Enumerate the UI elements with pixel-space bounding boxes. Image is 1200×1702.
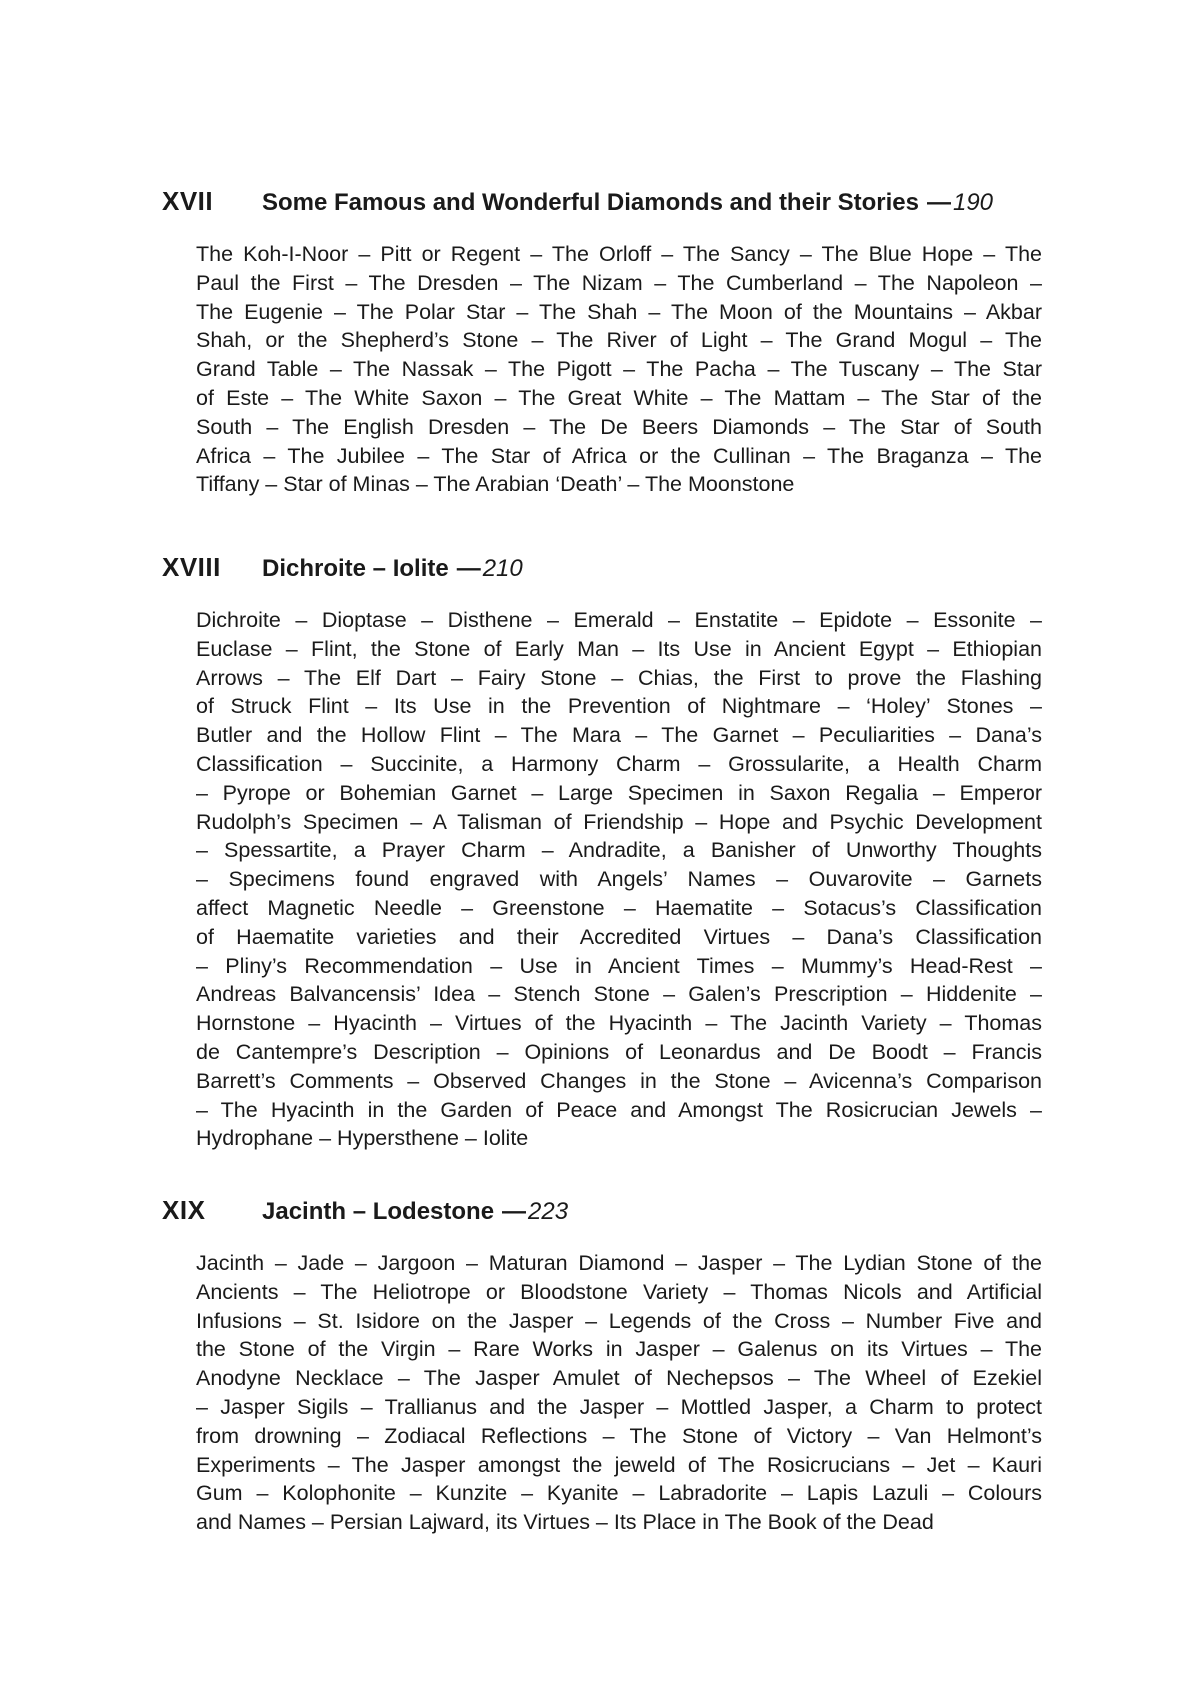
contents-line: Butler and the Hollow Flint – The Mara – The Garnet – Peculiarities – Dana’s bbox=[196, 723, 1042, 748]
contents-line: of Este – The White Saxon – The Great White – The Mattam – The Star of the bbox=[196, 385, 1042, 410]
contents-line: Tiffany – Star of Minas – The Arabian ‘Death’ – The Moonstone bbox=[196, 472, 795, 497]
contents-line: Rudolph’s Specimen – A Talisman of Friendship – Hope and Psychic Development bbox=[196, 809, 1042, 834]
contents-line: Infusions – St. Isidore on the Jasper – Legends of the Cross – Number Five and bbox=[196, 1308, 1042, 1333]
chapter-contents bbox=[196, 240, 1042, 499]
contents-line: de Cantempre’s Description – Opinions of Leonardus and De Boodt – Francis bbox=[196, 1039, 1042, 1064]
chapter-page-number: 190 bbox=[952, 189, 994, 216]
contents-line: Paul the First – The Dresden – The Nizam – The Cumberland – The Napoleon – bbox=[196, 270, 1042, 295]
contents-line: Africa – The Jubilee – The Star of Africa or the Cullinan – The Braganza – The bbox=[196, 443, 1042, 468]
contents-line: Euclase – Flint, the Stone of Early Man – Its Use in Ancient Egypt – Ethiopian bbox=[196, 636, 1042, 661]
contents-line: of Struck Flint – Its Use in the Prevention of Nightmare – ‘Holey’ Stones – bbox=[196, 694, 1042, 719]
chapter-page-number: 210 bbox=[482, 555, 523, 582]
chapter-number: XIX bbox=[162, 1195, 206, 1225]
chapter-entry-xviii bbox=[162, 552, 1042, 1153]
chapter-number: XVIII bbox=[162, 552, 221, 582]
chapter-title: Some Famous and Wonderful Diamonds and their Stories bbox=[262, 189, 919, 216]
chapter-page-dash: — bbox=[502, 1198, 527, 1225]
chapter-number: XVII bbox=[162, 186, 214, 216]
contents-line: from drowning – Zodiacal Reflections – The Stone of Victory – Van Helmont’s bbox=[196, 1423, 1042, 1448]
contents-line: and Names – Persian Lajward, its Virtues – Its Place in The Book of the Dead bbox=[196, 1510, 934, 1535]
contents-line: Andreas Balvancensis’ Idea – Stench Stone – Galen’s Prescription – Hiddenite – bbox=[196, 982, 1042, 1007]
contents-line: Gum – Kolophonite – Kunzite – Kyanite – Labradorite – Lapis Lazuli – Colours bbox=[196, 1481, 1042, 1506]
chapter-title: Jacinth – Lodestone bbox=[262, 1198, 495, 1225]
chapter-heading bbox=[162, 186, 1042, 226]
chapter-title: Dichroite – Iolite bbox=[262, 555, 449, 582]
contents-line: Jacinth – Jade – Jargoon – Maturan Diamond – Jasper – The Lydian Stone of the bbox=[196, 1251, 1042, 1275]
contents-line: Hornstone – Hyacinth – Virtues of the Hyacinth – The Jacinth Variety – Thomas bbox=[196, 1011, 1042, 1036]
chapter-page-dash: — bbox=[456, 555, 481, 582]
contents-line: – The Hyacinth in the Garden of Peace and Amongst The Rosicrucian Jewels – bbox=[196, 1097, 1042, 1122]
contents-line: Experiments – The Jasper amongst the jeweld of The Rosicrucians – Jet – Kauri bbox=[196, 1452, 1042, 1477]
contents-line: – Jasper Sigils – Trallianus and the Jasper – Mottled Jasper, a Charm to protect bbox=[196, 1394, 1042, 1419]
contents-line: Dichroite – Dioptase – Disthene – Emerald – Enstatite – Epidote – Essonite – bbox=[196, 608, 1042, 632]
contents-line: Anodyne Necklace – The Jasper Amulet of Nechepsos – The Wheel of Ezekiel bbox=[196, 1366, 1042, 1391]
contents-line: – Pliny’s Recommendation – Use in Ancient Times – Mummy’s Head-Rest – bbox=[196, 953, 1042, 978]
chapter-page-number: 223 bbox=[528, 1198, 569, 1225]
chapter-entry-xix bbox=[162, 1195, 1042, 1537]
contents-line: Barrett’s Comments – Observed Changes in the Stone – Avicenna’s Comparison bbox=[196, 1068, 1042, 1093]
contents-line: Shah, or the Shepherd’s Stone – The River of Light – The Grand Mogul – The bbox=[196, 328, 1042, 353]
contents-line: The Koh-I-Noor – Pitt or Regent – The Orloff – The Sancy – The Blue Hope – The bbox=[196, 242, 1042, 266]
chapter-entry-xvii bbox=[162, 186, 1042, 499]
contents-line: Classification – Succinite, a Harmony Charm – Grossularite, a Health Charm bbox=[196, 751, 1042, 776]
chapter-contents bbox=[196, 1249, 1042, 1537]
contents-line: – Pyrope or Bohemian Garnet – Large Specimen in Saxon Regalia – Emperor bbox=[196, 780, 1042, 805]
contents-line: affect Magnetic Needle – Greenstone – Haematite – Sotacus’s Classification bbox=[196, 895, 1042, 920]
contents-line: of Haematite varieties and their Accredited Virtues – Dana’s Classification bbox=[196, 924, 1042, 949]
contents-line: Arrows – The Elf Dart – Fairy Stone – Chias, the First to prove the Flashing bbox=[196, 665, 1042, 690]
contents-line: Ancients – The Heliotrope or Bloodstone Variety – Thomas Nicols and Artificial bbox=[196, 1279, 1042, 1304]
chapter-heading bbox=[162, 552, 1042, 592]
contents-line: – Specimens found engraved with Angels’ Names – Ouvarovite – Garnets bbox=[196, 867, 1042, 892]
contents-line: Grand Table – The Nassak – The Pigott – The Pacha – The Tuscany – The Star bbox=[196, 357, 1042, 382]
contents-line: the Stone of the Virgin – Rare Works in Jasper – Galenus on its Virtues – The bbox=[196, 1337, 1042, 1362]
contents-line: South – The English Dresden – The De Beers Diamonds – The Star of South bbox=[196, 414, 1042, 439]
contents-line: – Spessartite, a Prayer Charm – Andradite, a Banisher of Unworthy Thoughts bbox=[196, 838, 1042, 863]
chapter-page-dash: — bbox=[926, 189, 951, 216]
contents-line: The Eugenie – The Polar Star – The Shah – The Moon of the Mountains – Akbar bbox=[196, 299, 1042, 324]
chapter-contents bbox=[196, 606, 1042, 1153]
contents-line: Hydrophane – Hypersthene – Iolite bbox=[196, 1126, 529, 1151]
chapter-heading bbox=[162, 1195, 1042, 1235]
